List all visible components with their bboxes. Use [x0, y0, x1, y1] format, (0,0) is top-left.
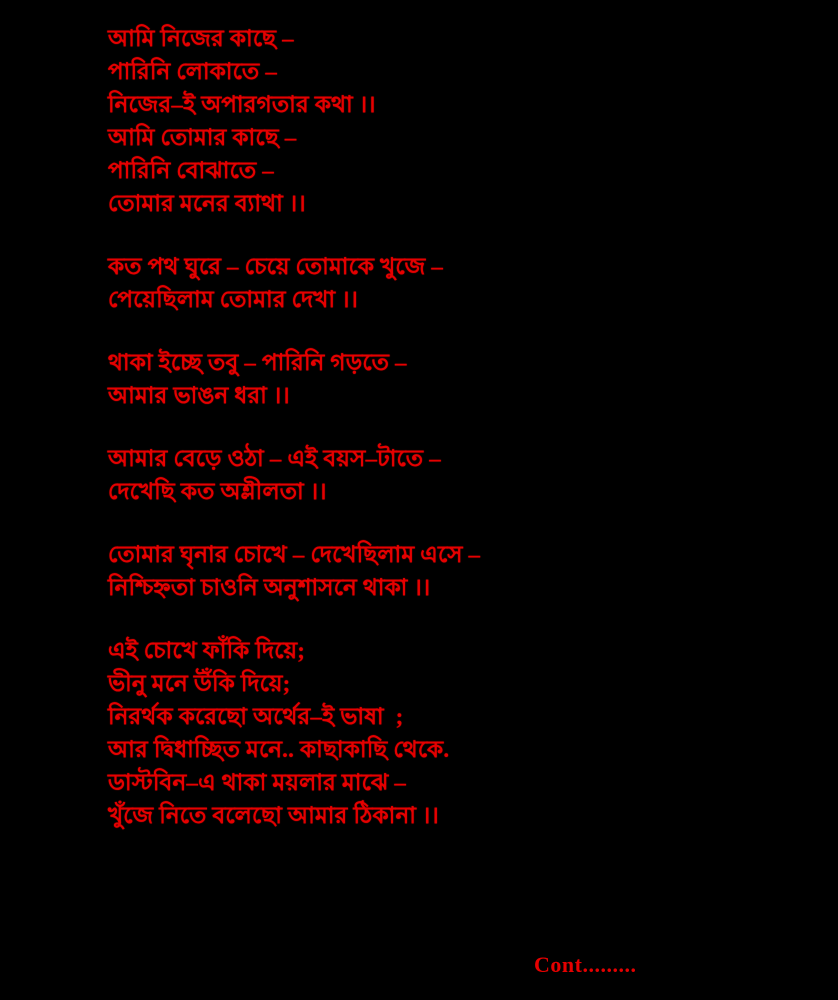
poem-line: পারিনি লোকাতে – — [108, 59, 278, 84]
stanza-3 — [108, 346, 838, 412]
poem-line: এই চোখে ফাঁকি দিয়ে; — [108, 638, 306, 663]
stanza-5 — [108, 538, 838, 604]
poem-line: তোমার মনের ব্যাথা ।। — [108, 191, 306, 216]
poem-line: ডাস্টবিন–এ থাকা ময়লার মাঝে – — [108, 770, 407, 795]
continuation-note: Cont......... — [534, 952, 637, 977]
poem-line: নিরর্থক করেছো অর্থের–ই ভাষা ; — [108, 704, 404, 729]
stanza-4 — [108, 442, 838, 508]
poem-line: তোমার ঘৃনার চোখে – দেখেছিলাম এসে – — [108, 542, 481, 567]
poem-line: আমার বেড়ে ওঠা – এই বয়স–টাতে – — [108, 446, 441, 471]
stanza-2 — [108, 250, 838, 316]
poem-line: পেয়েছিলাম তোমার দেখা ।। — [108, 287, 359, 312]
stanza-6 — [108, 634, 838, 832]
poem-line: আমি নিজের কাছে – — [108, 26, 294, 51]
poem-line: নিশ্চিহ্নতা চাওনি অনুশাসনে থাকা ।। — [108, 575, 431, 600]
poem-line: পারিনি বোঝাতে – — [108, 158, 274, 183]
poem-line: খুঁজে নিতে বলেছো আমার ঠিকানা ।। — [108, 803, 439, 828]
poem-line: থাকা ইচ্ছে তবু – পারিনি গড়তে – — [108, 350, 407, 375]
poem-line: নিজের–ই অপারগতার কথা ।। — [108, 92, 376, 117]
poem-line: আমি তোমার কাছে – — [108, 125, 297, 150]
poem-line: আমার ভাঙন ধরা ।। — [108, 383, 290, 408]
poem-line: কত পথ ঘুরে – চেয়ে তোমাকে খুজে – — [108, 254, 444, 279]
poem-line: ভীনু মনে উঁকি দিয়ে; — [108, 671, 291, 696]
poem-line: দেখেছি কত অশ্লীলতা ।। — [108, 479, 327, 504]
poem-line: আর দ্বিধাচ্ছিত মনে.. কাছাকাছি থেকে. — [108, 737, 450, 762]
stanza-1 — [108, 22, 838, 220]
